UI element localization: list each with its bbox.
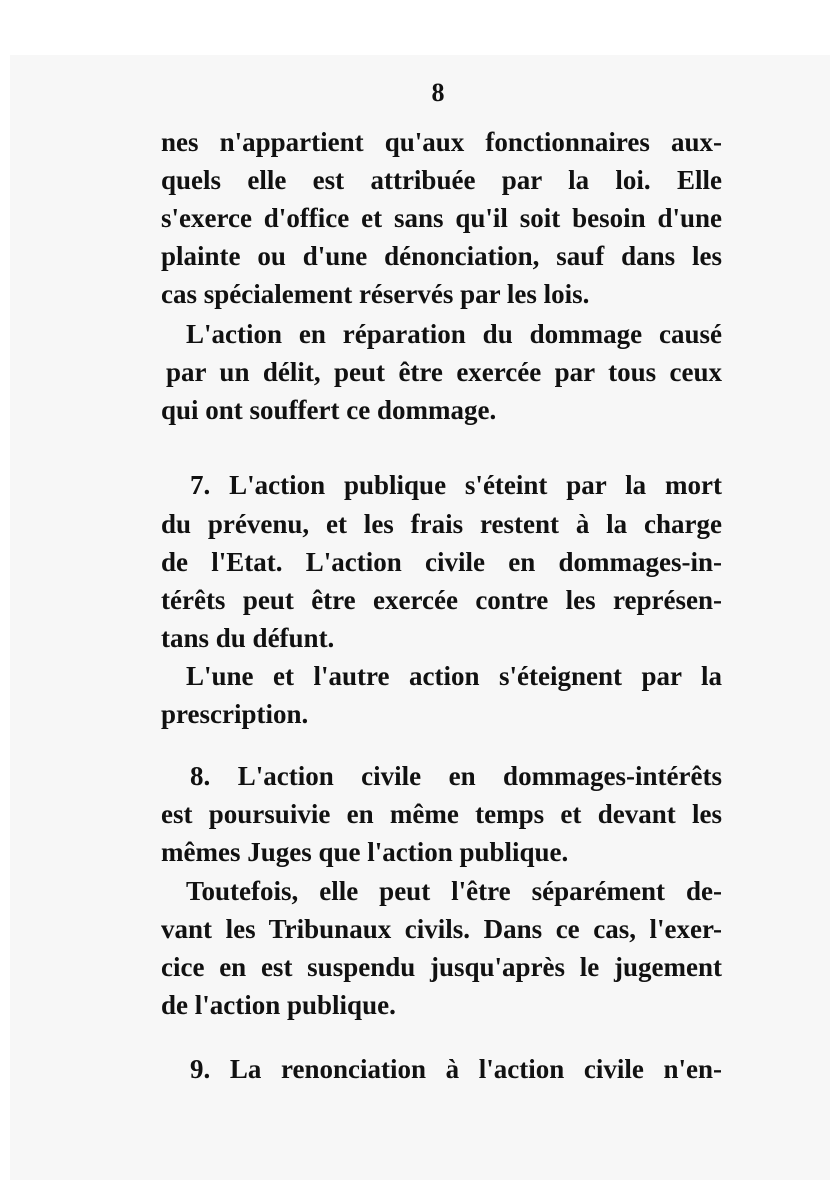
- text-line: térêts peut être exercée contre les représen-: [161, 585, 722, 615]
- text-line: Toutefois, elle peut l'être séparément de-: [186, 876, 722, 906]
- article-8-heading-line: 8. L'action civile en dommages-intérêts: [190, 761, 722, 791]
- text-line: quels elle est attribuée par la loi. Elle: [161, 165, 722, 195]
- page-number: 8: [431, 78, 445, 107]
- article-9-heading-line: 9. La renonciation à l'action civile n'en-: [190, 1054, 722, 1084]
- text-line: de l'action publique.: [161, 990, 396, 1020]
- text-line: vant les Tribunaux civils. Dans ce cas, l'exer-: [161, 914, 722, 944]
- text-line: L'action en réparation du dommage causé: [186, 319, 722, 349]
- text-line: mêmes Juges que l'action publique.: [161, 837, 569, 867]
- text-line: de l'Etat. L'action civile en dommages-in-: [161, 547, 722, 577]
- text-line: cice en est suspendu jusqu'après le jugement: [161, 952, 722, 982]
- text-line: du prévenu, et les frais restent à la charge: [161, 509, 722, 539]
- text-line: est poursuivie en même temps et devant les: [161, 799, 722, 829]
- text-line: plainte ou d'une dénonciation, sauf dans les: [161, 241, 722, 271]
- text-line: qui ont souffert ce dommage.: [161, 395, 497, 425]
- text-line: tans du défunt.: [161, 623, 335, 653]
- text-line: s'exerce d'office et sans qu'il soit besoin d'une: [161, 203, 722, 233]
- text-line: cas spécialement réservés par les lois.: [161, 279, 590, 309]
- article-7-heading-line: 7. L'action publique s'éteint par la mort: [190, 470, 722, 500]
- text-line: prescription.: [161, 699, 309, 729]
- text-line: par un délit, peut être exercée par tous ceux: [166, 357, 722, 387]
- text-line: L'une et l'autre action s'éteignent par la: [186, 661, 722, 691]
- text-line: nes n'appartient qu'aux fonctionnaires aux-: [161, 127, 722, 157]
